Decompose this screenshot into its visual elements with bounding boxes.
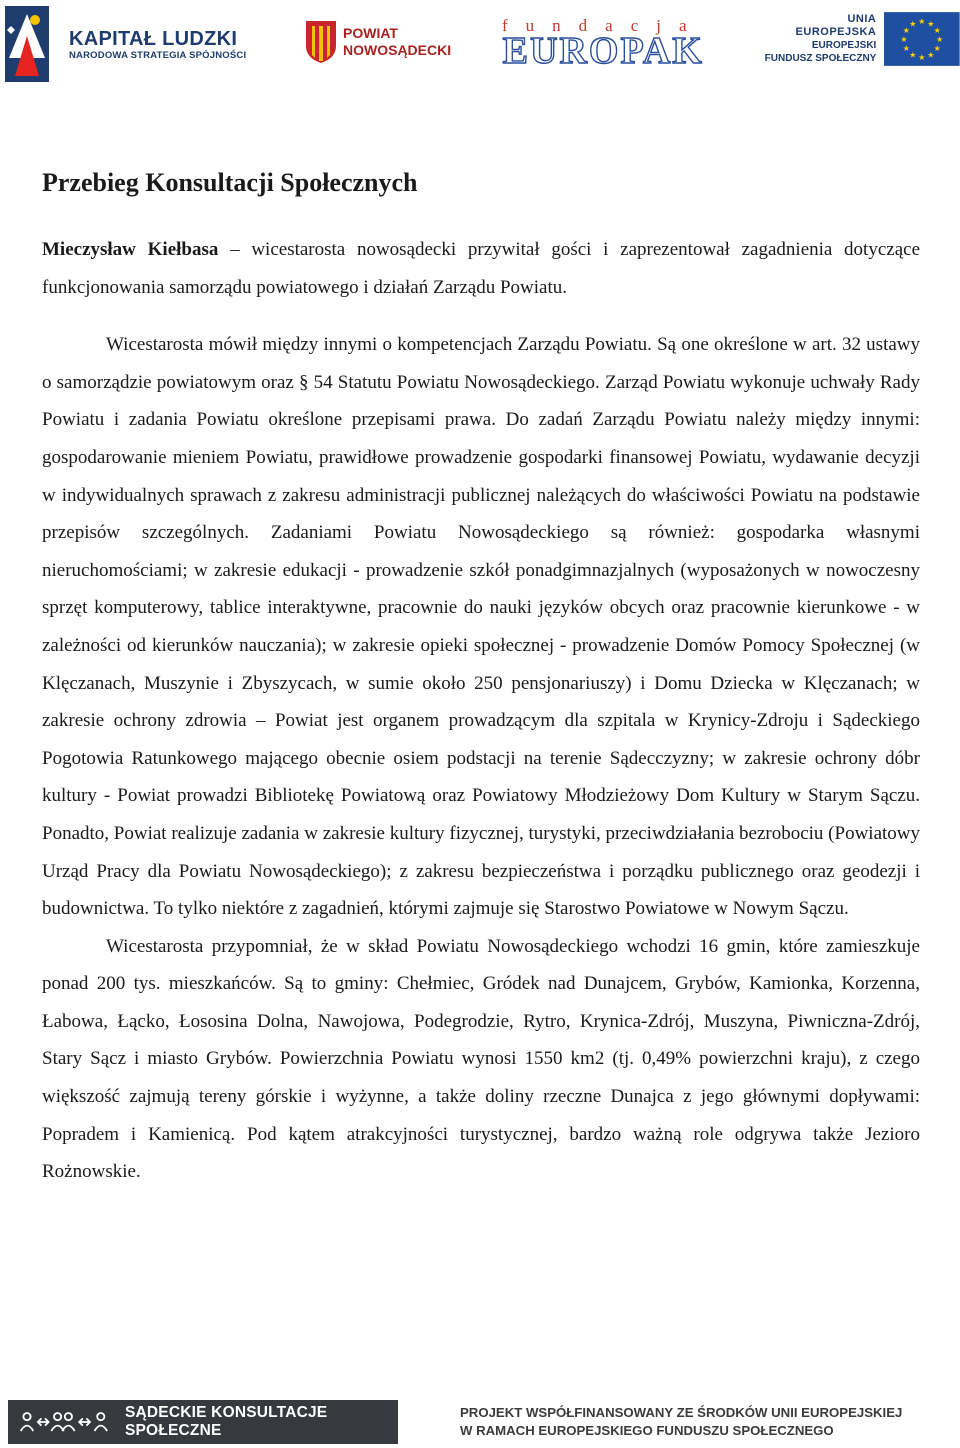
speaker-name: Mieczysław Kiełbasa <box>42 239 219 260</box>
powiat-shield-icon <box>305 20 337 64</box>
footer-project-line1: PROJEKT WSPÓŁFINANSOWANY ZE ŚRODKÓW UNII EUROPEJSKIEJ <box>460 1405 903 1420</box>
unia-europejska-logo <box>764 12 960 66</box>
kapital-ludzki-title: KAPITAŁ LUDZKI <box>69 27 238 50</box>
footer <box>8 1400 960 1446</box>
fundacja-europak-logo <box>502 16 705 72</box>
competencies-paragraph: Wicestarosta mówił między innymi o kompetencjach Zarządu Powiatu. Są one określone w art. 32 ustawy o samorządzie powiatowym oraz § 54 Statutu Powiatu Nowosądeckiego. Zarząd Powiatu wykonuje uchwały Rady Powiatu i zadania Powiatu określone przepisami prawa. Do zadań Zarządu Powiatu należy między innymi: gospodarowanie mieniem Powiatu, prawidłowe prowadzenie gospodarki finansowej Powiatu, wydawanie decyzji w indywidualnych sprawach z zakresu administracji publicznej należących do właściwości Powiatu na podstawie przepisów szczególnych. Zadaniami Powiatu Nowosądeckiego są również: gospodarka własnymi nieruchomościami; w zakresie edukacji - prowadzenie szkół ponadgimnazjalnych (wyposażonych w nowoczesny sprzęt komputerowy, tablice interaktywne, pracownie do nauki języków obcych oraz pracownie kierunkowe - w zależności od kierunków nauczania); w zakresie opieki społecznej - prowadzenie Domów Pomocy Społecznej (w Klęczanach, Muszynie i Zbyszycach, w sumie około 250 pensjonariuszy) i Domu Dziecka w Klęczanach; w zakresie ochrony zdrowia – Powiat jest organem prowadzącym dla szpitala w Krynicy-Zdroju i Sądeckiego Pogotowia Ratunkowego mającego obecnie osiem podstacji na terenie Sądecczyzny; w zakresie ochrony dóbr kultury - Powiat prowadzi Bibliotekę Powiatową oraz Powiatowy Młodzieżowy Dom Kultury w Starym Sączu. Ponadto, Powiat realizuje zadania w zakresie kultury fizycznej, turystyki, przeciwdziałania bezrobociu (Powiatowy Urząd Pracy dla Powiatu Nowosądeckiego); z zakresu bezpieczeństwa i porządku publicznego oraz geodezji i budownictwa. To tylko niektóre z zagadnień, którymi zajmuje się Starostwo Powiatowe w Nowym Sączu. <box>42 334 920 920</box>
footer-eu-project-note <box>460 1404 902 1440</box>
powiat-line2: NOWOSĄDECKI <box>343 42 452 58</box>
europak-label: EUROPAK <box>502 30 704 72</box>
svg-text:★: ★ <box>909 50 917 60</box>
svg-text:★: ★ <box>918 52 926 62</box>
svg-text:★: ★ <box>927 50 935 60</box>
ue-line1: UNIA EUROPEJSKA <box>795 13 877 38</box>
people-exchange-icon <box>18 1408 117 1436</box>
svg-text:★: ★ <box>903 26 911 36</box>
intro-text: – wicestarosta nowosądecki przywitał gości i zaprezentował zagadnienia dotyczące funkcjonowania samorządu powiatowego i działań Zarządu Powiatu. <box>42 239 921 298</box>
ue-line3: FUNDUSZ SPOŁECZNY <box>764 53 877 64</box>
ue-line2: EUROPEJSKI <box>811 40 877 51</box>
svg-text:★: ★ <box>934 43 942 53</box>
page-title: Przebieg Konsultacji Społecznych <box>42 168 418 197</box>
intro-paragraph <box>42 231 920 306</box>
fundacja-label: fundacja <box>502 16 705 35</box>
footer-consultations-banner <box>8 1400 398 1444</box>
svg-text:★: ★ <box>918 17 926 27</box>
svg-text:★: ★ <box>927 19 935 29</box>
powiat-nowosadecki-logo <box>305 20 451 64</box>
eu-flag-icon <box>884 12 960 66</box>
kapital-ludzki-emblem-icon <box>5 6 49 82</box>
footer-project-line2: W RAMACH EUROPEJSKIEGO FUNDUSZU SPOŁECZNEGO <box>460 1423 834 1438</box>
powiat-line1: POWIAT <box>343 25 398 41</box>
svg-text:★: ★ <box>903 43 911 53</box>
footer-consultations-label: SĄDECKIE KONSULTACJE SPOŁECZNE <box>124 1404 328 1439</box>
svg-text:★: ★ <box>934 26 942 36</box>
kapital-ludzki-logo <box>5 6 246 82</box>
header-logos <box>0 0 960 90</box>
svg-text:★: ★ <box>909 19 917 29</box>
kapital-ludzki-subtitle: NARODOWA STRATEGIA SPÓJNOŚCI <box>69 49 247 61</box>
svg-text:★: ★ <box>900 34 908 44</box>
svg-text:★: ★ <box>936 34 944 44</box>
communes-paragraph: Wicestarosta przypomniał, że w skład Powiatu Nowosądeckiego wchodzi 16 gmin, które zamieszkuje ponad 200 tys. mieszkańców. Są to gminy: Chełmiec, Gródek nad Dunajcem, Grybów, Kamionka, Korzenna, Łabowa, Łącko, Łososina Dolna, Nawojowa, Podegrodzie, Rytro, Krynica-Zdrój, Muszyna, Piwniczna-Zdrój, Stary Sącz i miasto Grybów. Powierzchnia Powiatu wynosi 1550 km2 (tj. 0,49% powierzchni kraju), z czego większość zajmują tereny górskie i wyżynne, a także doliny rzeczne Dunajca z jego głównymi dopływami: Popradem i Kamienicą. Pod kątem atrakcyjności turystycznej, bardzo ważną role odgrywa także Jezioro Rożnowskie. <box>42 935 920 1183</box>
document-body <box>42 162 920 1191</box>
